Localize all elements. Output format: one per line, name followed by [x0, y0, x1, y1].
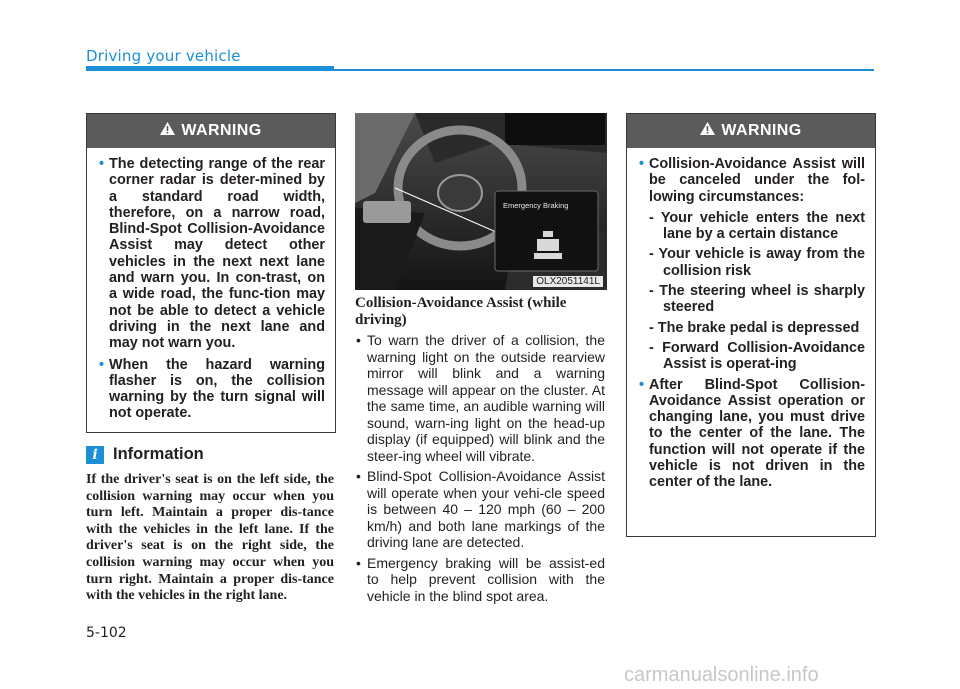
left-warning-box [86, 113, 336, 433]
warning-bullet: • After Blind-Spot Collision-Avoidance Assist operation or changing lane, you must drive to the center of the lane. The function will not operate if the vehicle is not driven in the center of the lane. [639, 376, 865, 491]
dashboard-photo [355, 113, 607, 290]
list-item: • Emergency braking will be assist-ed to help prevent collision with the vehicle in the blind spot area. [356, 554, 605, 604]
left-warning-header [87, 114, 335, 148]
right-warning-box [626, 113, 876, 537]
condition-item: - Your vehicle enters the next lane by a certain distance [649, 209, 865, 243]
section-title: Driving your vehicle [86, 47, 241, 65]
list-item: • To warn the driver of a collision, the warning light on the outside rearview mirror will blink and a warning message will appear on the cluster. At the same time, an audible warning will sound, warn-ing light on the head-up display (if equipped) will blink and the steer-ing wheel will vibrate. [356, 332, 605, 464]
dashboard-illustration [355, 113, 607, 290]
warning-triangle-icon [700, 122, 715, 140]
warning-bullet: • Collision-Avoidance Assist will be canceled under the fol-lowing circumstances: [639, 156, 865, 205]
warning-triangle-icon [160, 122, 175, 140]
right-warning-title: WARNING [721, 122, 802, 139]
header-rule-thin [334, 69, 874, 71]
subsection-heading: Collision-Avoidance Assist (while driving) [355, 295, 567, 328]
information-label: Information [113, 445, 204, 463]
list-item: • Blind-Spot Collision-Avoidance Assist will operate when your vehi-cle speed is between 40 – 120 mph (60 – 200 km/h) and both lane markings of the driving lane are detected. [356, 468, 605, 550]
emergency-braking-label: Emergency Braking [503, 201, 569, 210]
warning-bullet: • The detecting range of the rear corner radar is deter-mined by a standard road width, therefore, on a narrow road, Blind-Spot Collision-Avoidance Assist may detect other vehicles in the next next lane and warn you. In con-trast, on a wide road, the func-tion may not be able to detect a vehicle driving in the next lane and may not warn you. [99, 156, 325, 352]
header-rule-thick [86, 66, 334, 71]
middle-bullet-list [355, 332, 605, 608]
page-number: 5-102 [86, 625, 127, 641]
warning-bullet: • When the hazard warning flasher is on, the collision warning by the turn signal will not operate. [99, 356, 325, 422]
info-icon: i [86, 446, 104, 464]
condition-item: - The brake pedal is depressed [649, 319, 860, 336]
left-warning-title: WARNING [181, 122, 262, 139]
condition-item: - Forward Collision-Avoidance Assist is operat-ing [649, 339, 865, 373]
information-heading [86, 445, 204, 464]
condition-item: - Your vehicle is away from the collision risk [649, 246, 865, 279]
right-warning-header [627, 114, 875, 148]
information-text: If the driver's seat is on the left side, the collision warning may occur when you turn left. Maintain a proper dis-tance with the vehicles in the left lane. If the driver's seat is on the right side, the collision warning may occur when you turn right. Maintain a proper dis-tance with the vehicles in the right lane. [86, 472, 334, 604]
watermark: carmanualsonline.info [624, 664, 819, 686]
photo-caption: OLX2051141L [533, 276, 603, 287]
condition-item: - The steering wheel is sharply steered [649, 283, 865, 316]
